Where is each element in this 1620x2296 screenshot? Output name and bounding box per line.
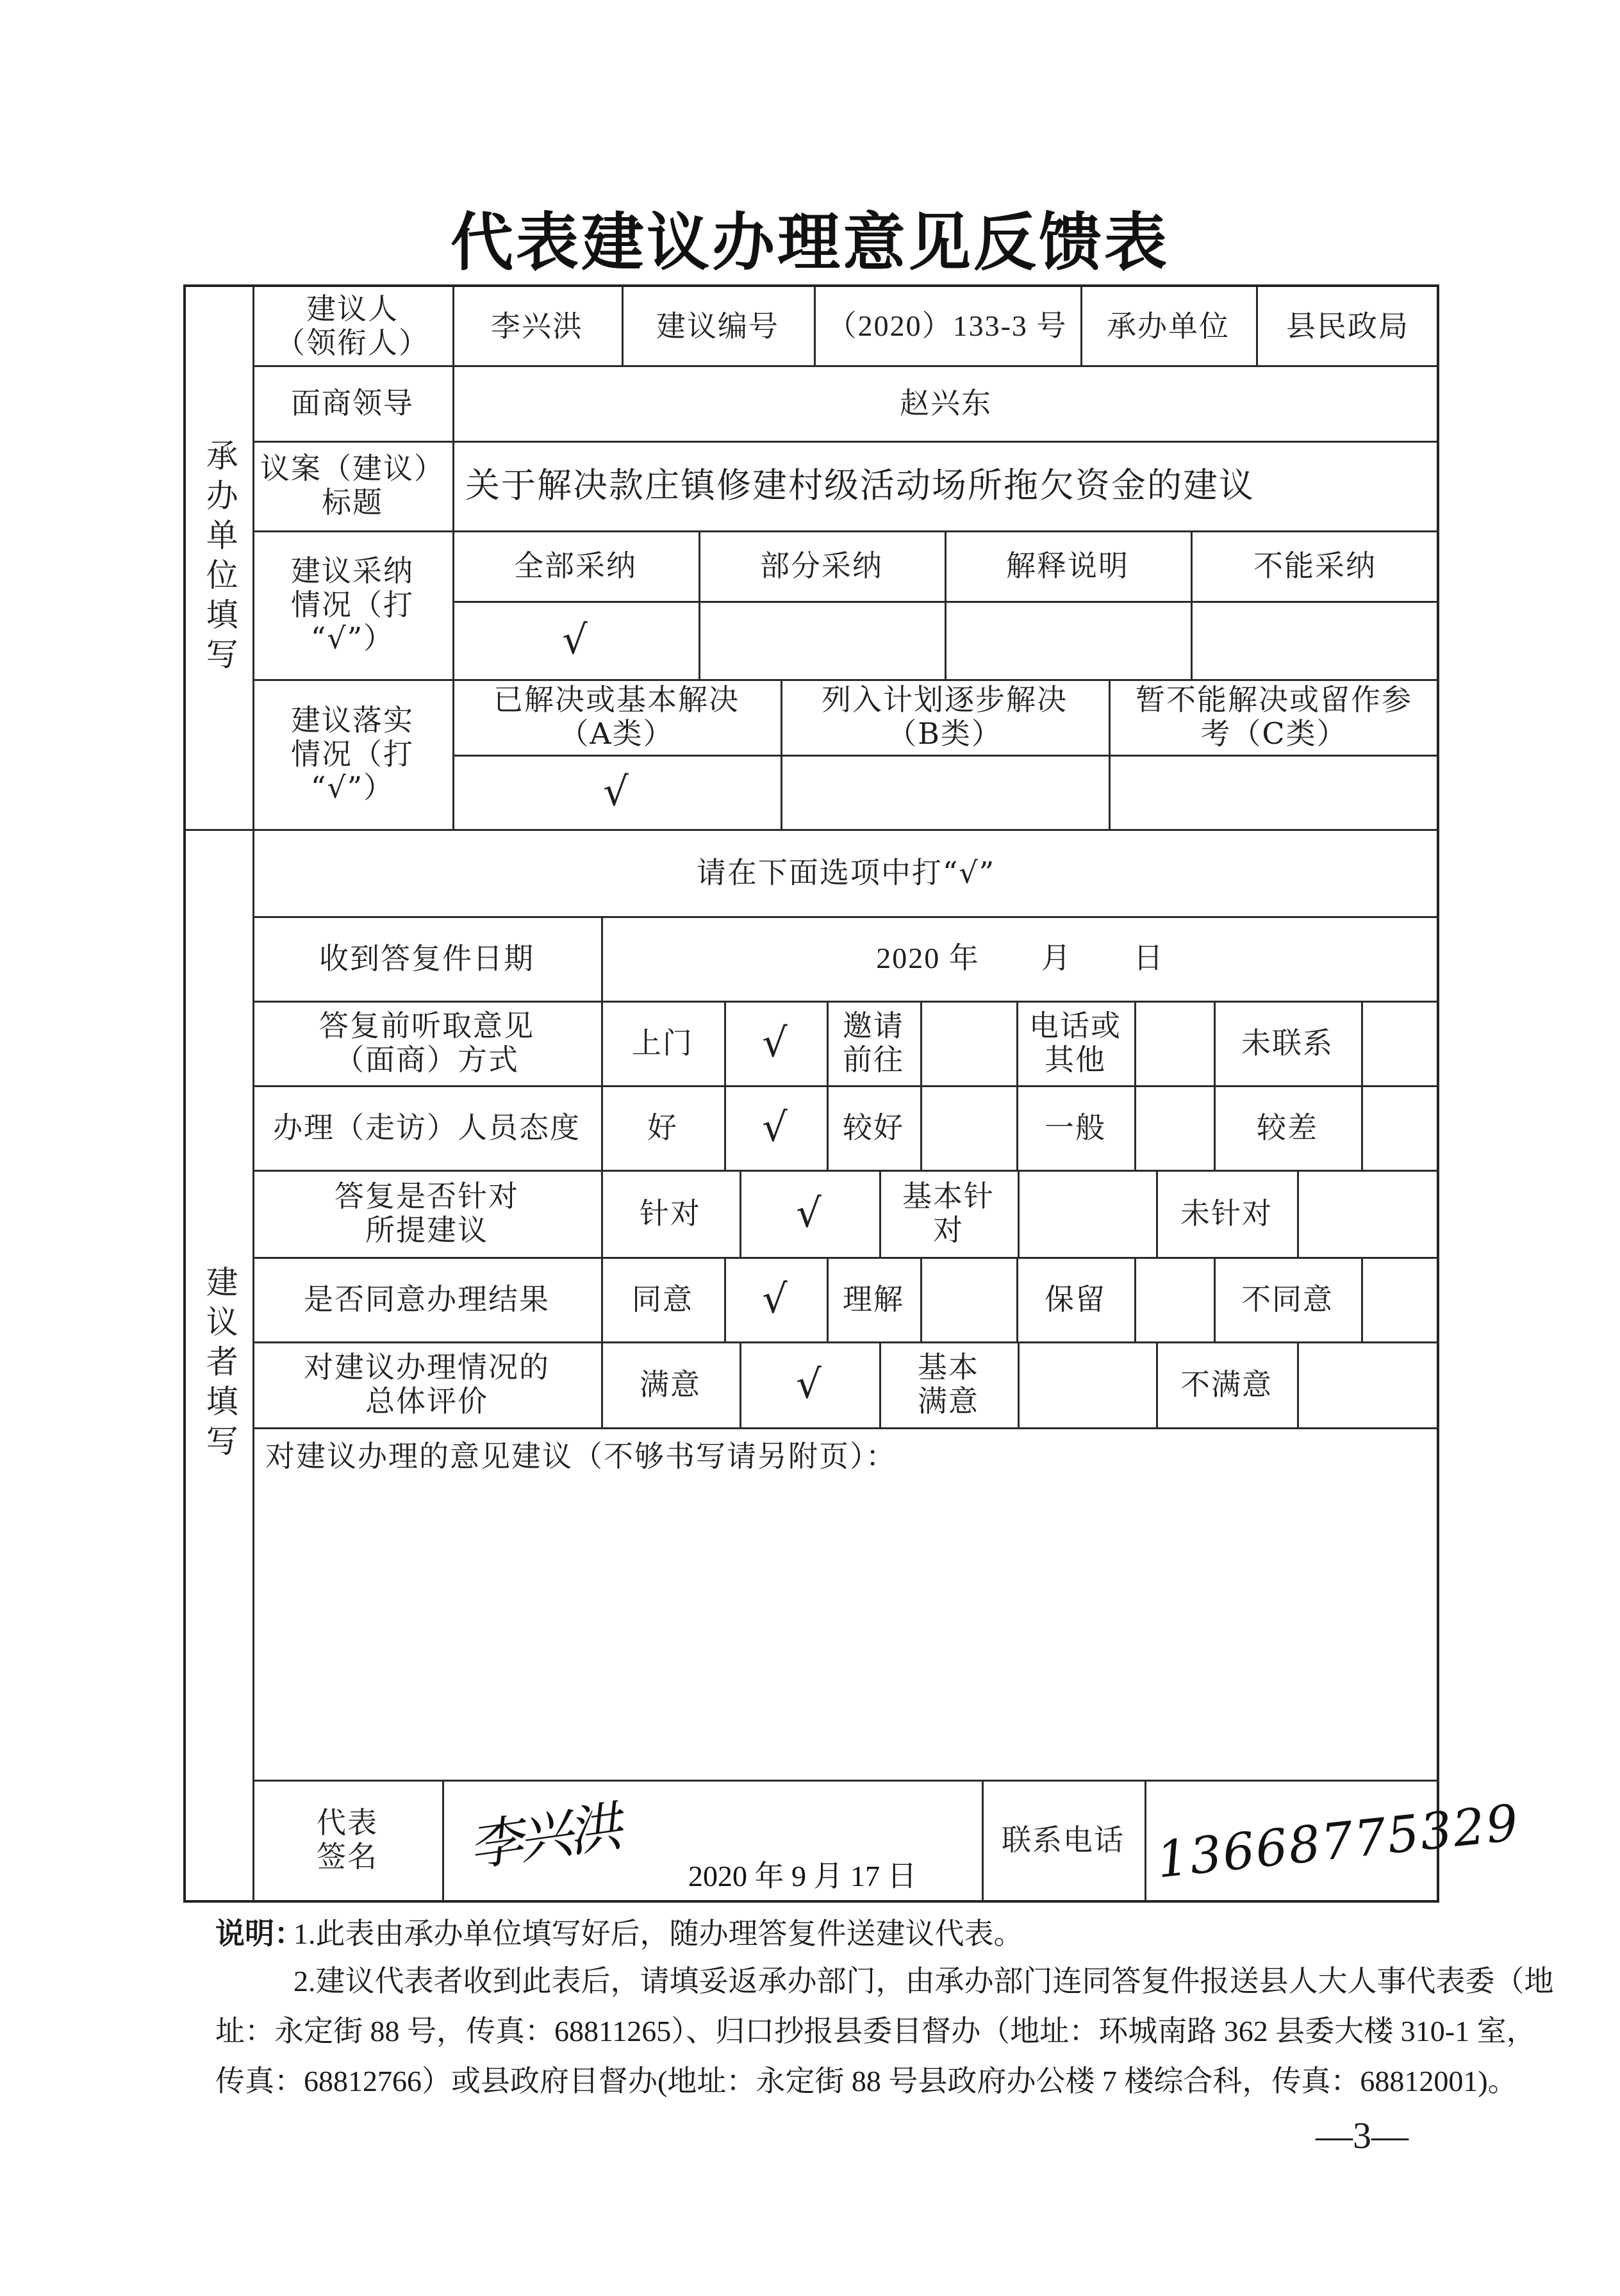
attitude-option-fair-good: 较好 <box>843 1110 904 1145</box>
adoption-option-reject: 不能采纳 <box>1253 548 1376 583</box>
consult-mark-none[interactable] <box>1361 1001 1439 1085</box>
implementation-mark-a[interactable]: √ <box>603 768 630 816</box>
attitude-option-good: 好 <box>647 1110 678 1145</box>
agree-mark-understand[interactable] <box>920 1257 1016 1341</box>
targeted-mark-no[interactable] <box>1297 1170 1439 1257</box>
implementation-option-b: 列入计划逐步解决 （B类） <box>822 682 1068 751</box>
signature-date[interactable]: 2020 年 9 月 17 日 <box>688 1860 917 1892</box>
section-label-handler: 承办单位填写 <box>201 439 238 677</box>
notes-line-4: 传真：68812766）或县政府目督办(地址：永定街 88 号县政府办公楼 7 楼综合科，传真：68812001)。 <box>215 2065 1517 2097</box>
targeted-mark-yes[interactable]: √ <box>796 1190 823 1237</box>
unit-value: 县民政局 <box>1286 308 1409 343</box>
signature-label: 代表 签名 <box>317 1805 378 1874</box>
consult-mark-visit[interactable]: √ <box>762 1019 789 1067</box>
received-date-value[interactable]: 2020 年 月 日 <box>876 941 1164 974</box>
targeted-label: 答复是否针对 所提建议 <box>335 1179 519 1247</box>
evaluation-option-unsatisfied: 不满意 <box>1180 1366 1273 1402</box>
notes-line-2: 2.建议代表者收到此表后，请填妥返承办部门，由承办部门连同答复件报送县人大人事代表委（地 <box>293 1965 1554 1997</box>
proposer-label: 建议人 （领衔人） <box>276 291 429 360</box>
consult-option-visit: 上门 <box>632 1025 693 1060</box>
phone-value[interactable]: 13668775329 <box>1153 1794 1523 1890</box>
leader-label: 面商领导 <box>291 385 414 420</box>
form-title: 代表建议办理意见反馈表 <box>450 206 1170 279</box>
adoption-mark-explain[interactable] <box>945 601 1191 679</box>
phone-label: 联系电话 <box>1002 1822 1125 1857</box>
implementation-label: 建议落实 情况（打 “√”） <box>291 702 414 805</box>
consult-option-invite: 邀请 前往 <box>843 1008 904 1077</box>
signature-handwritten-name[interactable]: 李兴洪 <box>465 1795 622 1878</box>
number-value: （2020）133-3 号 <box>827 309 1068 342</box>
attitude-mark-average[interactable] <box>1134 1085 1214 1170</box>
attitude-label: 办理（走访）人员态度 <box>273 1110 581 1145</box>
page-number: —3— <box>1316 2115 1409 2156</box>
agree-label: 是否同意办理结果 <box>304 1281 550 1316</box>
notes-line-3: 址：永定街 88 号，传真：68811265）、归口抄报县委目督办（地址：环城南路 362 县委大楼 310-1 室， <box>215 2015 1536 2047</box>
proposer-value: 李兴洪 <box>491 308 583 343</box>
opinion-label: 对建议办理的意见建议（不够书写请另附页）： <box>265 1438 897 1473</box>
received-date-label: 收到答复件日期 <box>319 940 534 976</box>
evaluation-label: 对建议办理情况的 总体评价 <box>304 1350 550 1418</box>
implementation-mark-b[interactable] <box>781 755 1109 829</box>
targeted-mark-basic[interactable] <box>1018 1170 1156 1257</box>
agree-option-agree: 同意 <box>632 1281 693 1316</box>
adoption-option-all: 全部采纳 <box>514 548 637 583</box>
attitude-mark-good[interactable]: √ <box>762 1104 789 1151</box>
opinion-input-area[interactable] <box>252 1485 1439 1780</box>
targeted-option-yes: 针对 <box>640 1195 701 1231</box>
evaluation-option-satisfied: 满意 <box>640 1366 701 1402</box>
adoption-mark-partial[interactable] <box>698 601 945 679</box>
subject-label: 议案（建议） 标题 <box>260 451 445 520</box>
targeted-option-no: 未针对 <box>1180 1195 1273 1231</box>
notes-line-1: 1.此表由承办单位填写好后，随办理答复件送建议代表。 <box>293 1917 1023 1950</box>
agree-mark-reserve[interactable] <box>1134 1257 1214 1341</box>
implementation-option-c: 暂不能解决或留作参 考（C类） <box>1136 682 1412 751</box>
adoption-option-partial: 部分采纳 <box>760 548 883 583</box>
instruction-text: 请在下面选项中打“√” <box>696 855 996 890</box>
attitude-mark-fair-good[interactable] <box>920 1085 1016 1170</box>
agree-option-disagree: 不同意 <box>1241 1281 1334 1316</box>
implementation-option-a: 已解决或基本解决 （A类） <box>493 682 740 751</box>
notes-heading: 说明： <box>215 1917 304 1950</box>
adoption-mark-reject[interactable] <box>1191 601 1439 679</box>
number-label: 建议编号 <box>656 308 779 343</box>
evaluation-mark-unsatisfied[interactable] <box>1297 1341 1439 1427</box>
feedback-form-table <box>183 284 1523 1903</box>
attitude-option-poor: 较差 <box>1257 1110 1318 1145</box>
adoption-option-explain: 解释说明 <box>1006 548 1129 583</box>
agree-mark-agree[interactable]: √ <box>762 1275 789 1323</box>
attitude-option-average: 一般 <box>1045 1110 1106 1145</box>
consult-option-none: 未联系 <box>1241 1025 1334 1060</box>
agree-option-understand: 理解 <box>843 1281 904 1316</box>
agree-mark-disagree[interactable] <box>1361 1257 1439 1341</box>
agree-option-reserve: 保留 <box>1045 1281 1106 1316</box>
leader-value: 赵兴东 <box>900 385 992 420</box>
adoption-mark-all[interactable]: √ <box>562 616 589 664</box>
section-label-proposer: 建议者填写 <box>201 1265 238 1464</box>
evaluation-option-basic: 基本 满意 <box>918 1350 979 1418</box>
consult-mark-phone[interactable] <box>1134 1001 1214 1085</box>
targeted-option-basic: 基本针 对 <box>902 1179 995 1247</box>
subject-value: 关于解决款庄镇修建村级活动场所拖欠资金的建议 <box>465 464 1255 505</box>
evaluation-mark-basic[interactable] <box>1018 1341 1156 1427</box>
implementation-mark-c[interactable] <box>1109 755 1439 829</box>
unit-label: 承办单位 <box>1107 308 1230 343</box>
attitude-mark-poor[interactable] <box>1361 1085 1439 1170</box>
consult-method-label: 答复前听取意见 （面商）方式 <box>319 1008 534 1077</box>
adoption-label: 建议采纳 情况（打 “√”） <box>291 553 414 656</box>
consult-option-phone: 电话或 其他 <box>1029 1008 1121 1077</box>
evaluation-mark-satisfied[interactable]: √ <box>796 1361 823 1408</box>
consult-mark-invite[interactable] <box>920 1001 1016 1085</box>
